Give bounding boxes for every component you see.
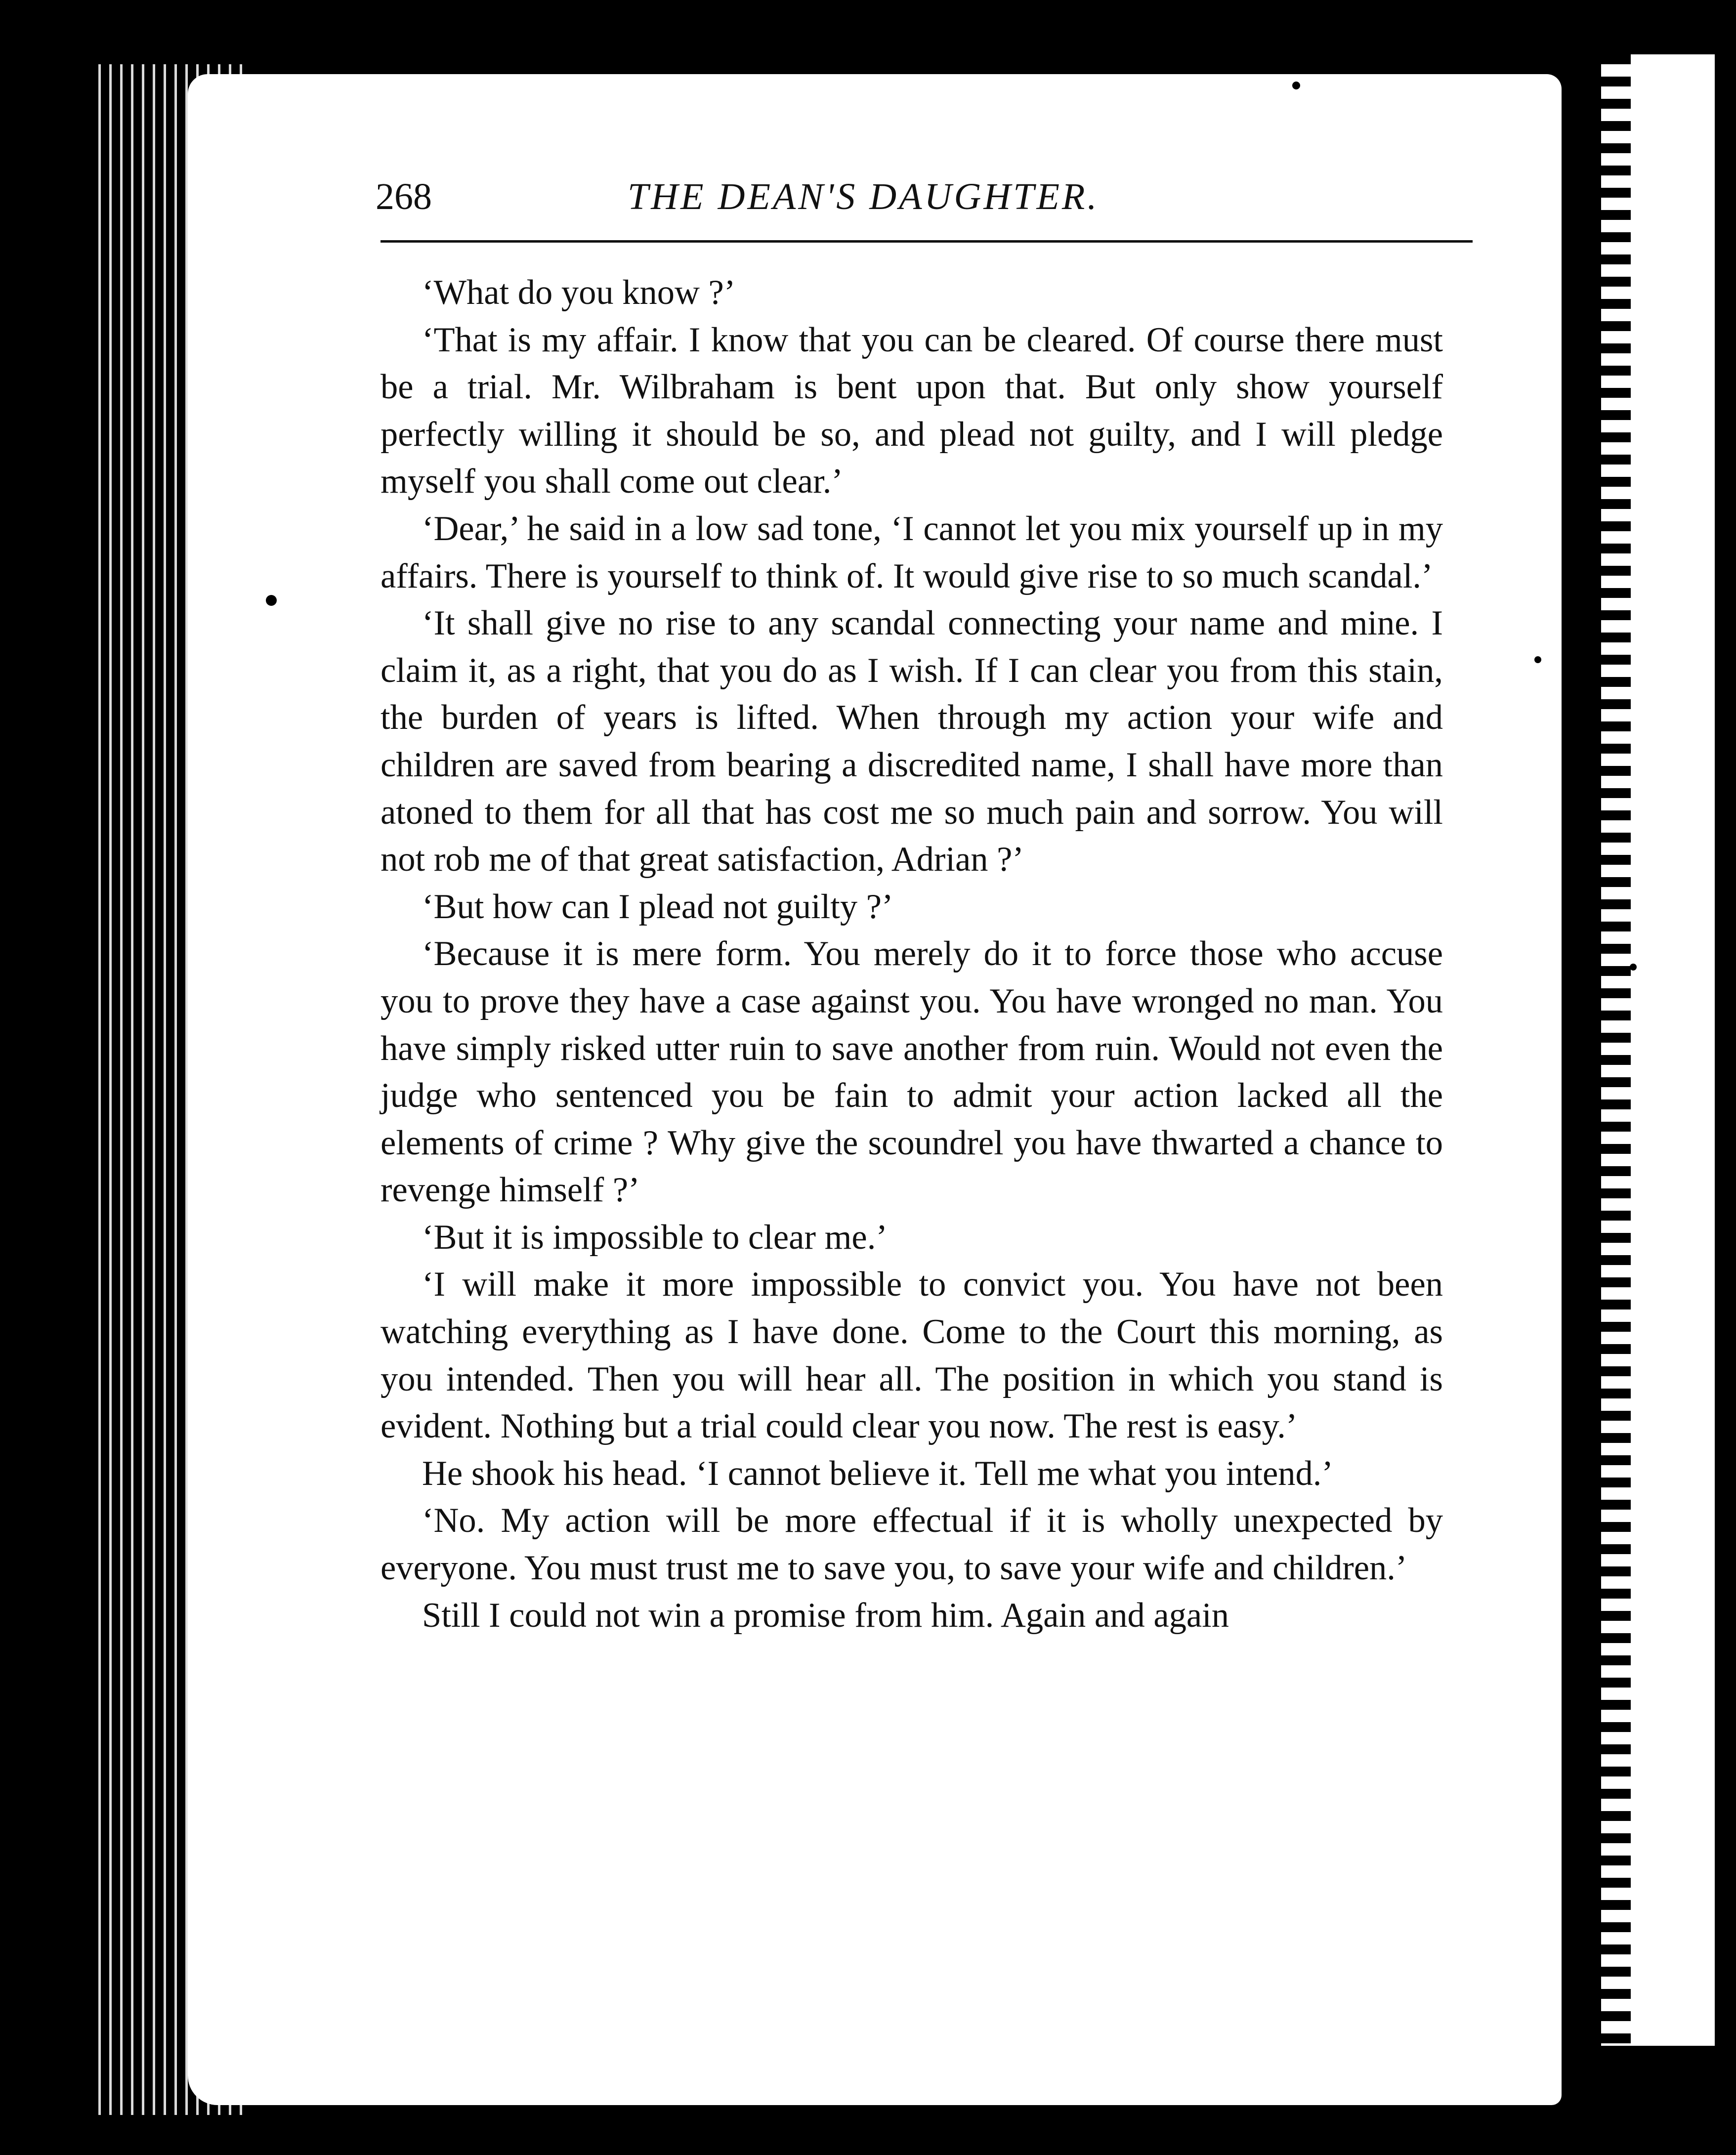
page-number: 268: [376, 176, 432, 217]
paragraph: Still I could not win a promise from him. Again and again: [422, 1596, 1229, 1635]
paragraph: ‘What do you know ?’: [422, 273, 736, 312]
paragraph: ‘Because it is mere form. You merely do it to force those who accuse you to prove they have a case against you. You have wronged no man. You have simply risked utter ruin to save another from ruin. Would not even the judge who sentenced you be fain to admit your action lacked all the elements of crime ? Why give the scoundrel you have thwarted a chance to revenge himself ?’: [381, 934, 1443, 1210]
running-title: THE DEAN'S DAUGHTER.: [628, 176, 1100, 217]
header-rule: [381, 240, 1473, 243]
body-text: [381, 269, 1443, 1639]
paragraph: ‘I will make it more impossible to convict you. You have not been watching everything as I have done. Come to the Court this morning, as you intended. Then you will hear all. The position in which you stand is evident. Nothing but a trial could clear you now. The rest is easy.’: [381, 1265, 1443, 1446]
facing-page-edge: [1601, 54, 1715, 2046]
paragraph: ‘That is my affair. I know that you can be cleared. Of course there must be a trial. Mr. Wilbraham is bent upon that. But only show yourself perfectly willing it should be so, and plead not guilty, and I will pledge myself you shall come out clear.’: [381, 320, 1443, 501]
paragraph: ‘But how can I plead not guilty ?’: [422, 887, 893, 926]
paragraph: He shook his head. ‘I cannot believe it. Tell me what you intend.’: [422, 1454, 1333, 1493]
paragraph: ‘No. My action will be more effectual if it is wholly unexpected by everyone. You must trust me to save you, to save your wife and children.’: [381, 1501, 1443, 1588]
paragraph: ‘But it is impossible to clear me.’: [422, 1218, 888, 1257]
page-header: [376, 175, 1473, 235]
paragraph: ‘Dear,’ he said in a low sad tone, ‘I cannot let you mix yourself up in my affairs. There is yourself to think of. It would give rise to so much scandal.’: [381, 509, 1443, 595]
paragraph: ‘It shall give no rise to any scandal connecting your name and mine. I claim it, as a right, that you do as I wish. If I can clear you from this stain, the burden of years is lifted. When through my action your wife and children are saved from bearing a discredited name, I shall have more than atoned to them for all that has cost me so much pain and sorrow. You will not rob me of that great satisfaction, Adrian ?’: [381, 604, 1443, 879]
